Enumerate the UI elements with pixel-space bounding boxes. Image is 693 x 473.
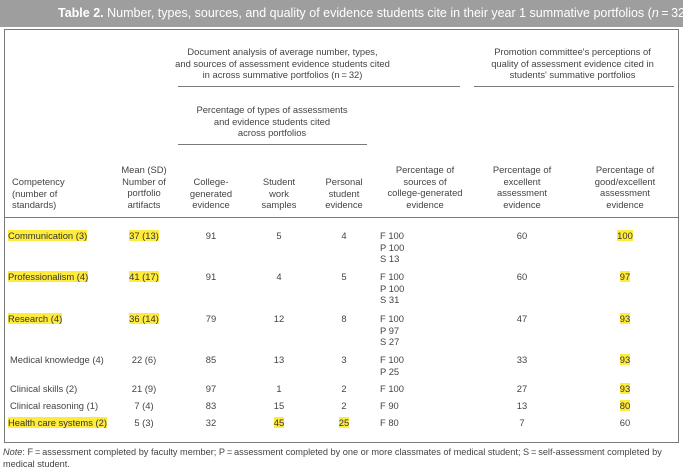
header-line: Percentage of bbox=[595, 164, 655, 175]
source-line: S 13 bbox=[380, 253, 400, 264]
cell-good-excellent bbox=[572, 313, 678, 325]
cell-sources bbox=[380, 230, 404, 265]
cell-good-excellent: 60 bbox=[619, 417, 631, 428]
cell-good-excellent-value: 93 bbox=[619, 313, 631, 324]
source-line: P 25 bbox=[380, 365, 400, 377]
spanner-line: Percentage of types of assessments bbox=[196, 104, 348, 115]
spanner-line: and sources of assessment evidence students cited bbox=[175, 57, 390, 69]
cell-mean: 5 (3) bbox=[134, 417, 154, 428]
header-line: Percentage of bbox=[395, 164, 455, 175]
cell-personal: 5 bbox=[341, 271, 347, 282]
table-note bbox=[3, 447, 681, 470]
cell-personal: 4 bbox=[341, 230, 347, 241]
source-line: S 27 bbox=[380, 336, 400, 347]
cell-competency: Professionalism (4) bbox=[8, 271, 89, 282]
cell-student-work-value: 45 bbox=[273, 417, 285, 428]
cell-mean: 7 (4) bbox=[134, 400, 154, 411]
header-line: Percentage of bbox=[492, 164, 552, 175]
table-row-health-care-systems bbox=[8, 417, 107, 429]
spanner-types bbox=[178, 104, 366, 139]
header-line: Number of bbox=[122, 175, 166, 187]
header-line: good/excellent bbox=[594, 175, 656, 187]
spanner-n: (n = 32) bbox=[328, 69, 363, 80]
source-line: P 100 bbox=[380, 241, 405, 253]
cell-student-work: 4 bbox=[276, 271, 282, 282]
cell-competency: Medical knowledge (4) bbox=[10, 354, 104, 365]
header-line: student bbox=[328, 187, 360, 199]
cell-college: 85 bbox=[205, 354, 217, 365]
col-header-personal bbox=[314, 176, 374, 211]
source-line: F 100 bbox=[380, 354, 404, 365]
table-caption bbox=[0, 0, 693, 27]
cell-good-excellent bbox=[572, 271, 678, 283]
cell-mean bbox=[112, 313, 176, 325]
rule-document-analysis bbox=[178, 86, 460, 87]
header-line: portfolio bbox=[127, 187, 161, 198]
col-header-competency bbox=[12, 176, 112, 211]
cell-sources bbox=[380, 271, 404, 306]
header-line: evidence bbox=[192, 199, 230, 210]
spanner-document-analysis bbox=[160, 46, 405, 81]
rule-types bbox=[178, 144, 367, 145]
rule-promotion bbox=[474, 86, 674, 87]
cell-mean: 21 (9) bbox=[131, 383, 157, 394]
cell-competency: Communication (3) bbox=[8, 230, 88, 241]
spanner-line bbox=[160, 69, 405, 81]
cell-excellent: 47 bbox=[516, 313, 528, 324]
cell-student-work: 13 bbox=[273, 354, 285, 365]
cell-excellent: 60 bbox=[516, 230, 528, 241]
spanner-line: Promotion committee's perceptions of bbox=[494, 46, 651, 57]
cell-sources bbox=[380, 313, 404, 348]
cell-sources bbox=[380, 383, 404, 395]
col-header-mean bbox=[112, 164, 176, 210]
header-line: Competency bbox=[12, 176, 65, 187]
spanner-line: and evidence students cited bbox=[213, 115, 331, 127]
table-label: Table 2. bbox=[58, 6, 104, 20]
cell-excellent: 27 bbox=[516, 383, 528, 394]
header-line: Mean (SD) bbox=[121, 164, 167, 175]
cell-college: 97 bbox=[205, 383, 217, 394]
header-line: artifacts bbox=[127, 198, 161, 210]
cell-personal bbox=[314, 417, 374, 429]
cell-excellent: 13 bbox=[516, 400, 528, 411]
cell-personal: 2 bbox=[341, 383, 347, 394]
header-line: evidence bbox=[406, 198, 444, 210]
cell-good-excellent bbox=[572, 383, 678, 395]
header-line: excellent bbox=[503, 175, 541, 187]
source-line: P 100 bbox=[380, 282, 405, 294]
cell-personal: 8 bbox=[341, 313, 347, 324]
cell-college: 83 bbox=[205, 400, 217, 411]
cell-good-excellent-value: 80 bbox=[619, 400, 631, 411]
header-line: Personal bbox=[325, 176, 363, 187]
caption-text-end: = 32). bbox=[658, 6, 693, 20]
cell-competency: Clinical skills (2) bbox=[10, 383, 78, 394]
cell-good-excellent bbox=[572, 230, 678, 242]
cell-student-work bbox=[250, 417, 308, 429]
source-line: P 97 bbox=[380, 324, 400, 336]
cell-student-work: 5 bbox=[276, 230, 282, 241]
caption-n-var: n bbox=[651, 6, 659, 20]
col-header-college bbox=[180, 176, 242, 211]
source-line: S 31 bbox=[380, 294, 400, 305]
cell-mean bbox=[112, 230, 176, 242]
header-line: assessment bbox=[496, 187, 548, 198]
cell-sources bbox=[380, 417, 399, 429]
cell-sources bbox=[380, 400, 399, 412]
source-line: F 100 bbox=[380, 230, 404, 241]
col-header-good-excellent bbox=[572, 164, 678, 210]
table-row-medical-knowledge bbox=[10, 354, 104, 366]
cell-good-excellent bbox=[572, 354, 678, 366]
source-line: F 100 bbox=[380, 313, 404, 324]
cell-excellent: 33 bbox=[516, 354, 528, 365]
cell-personal: 3 bbox=[341, 354, 347, 365]
header-line: evidence bbox=[606, 198, 644, 210]
cell-mean-value: 41 (17) bbox=[129, 271, 159, 282]
cell-student-work: 1 bbox=[276, 383, 282, 394]
cell-personal-value: 25 bbox=[338, 417, 350, 428]
note-label: Note bbox=[3, 447, 23, 457]
spanner-line: Document analysis of average number, types, bbox=[187, 46, 378, 57]
table-row-clinical-skills bbox=[10, 383, 77, 395]
cell-college: 91 bbox=[205, 230, 217, 241]
source-line: F 100 bbox=[380, 271, 404, 282]
cell-good-excellent-value: 93 bbox=[619, 354, 631, 365]
header-line: samples bbox=[261, 199, 297, 210]
cell-good-excellent-value: 100 bbox=[617, 230, 633, 241]
cell-excellent: 60 bbox=[516, 271, 528, 282]
header-line: evidence bbox=[325, 199, 363, 210]
cell-sources bbox=[380, 354, 404, 377]
cell-excellent: 7 bbox=[519, 417, 525, 428]
cell-college: 79 bbox=[205, 313, 217, 324]
cell-mean-value: 36 (14) bbox=[129, 313, 159, 324]
cell-student-work: 15 bbox=[273, 400, 285, 411]
spanner-line: across portfolios bbox=[237, 127, 307, 138]
header-line: college-generated bbox=[387, 187, 463, 198]
col-header-sources bbox=[378, 164, 472, 210]
cell-competency: Research (4) bbox=[8, 313, 63, 324]
table-row-professionalism bbox=[8, 271, 88, 283]
header-line: work bbox=[269, 187, 289, 199]
source-line: F 100 bbox=[380, 383, 404, 394]
cell-mean: 22 (6) bbox=[131, 354, 157, 365]
header-line: standards) bbox=[12, 199, 57, 210]
note-text: : F = assessment completed by faculty member; P = assessment completed by one or more classmates of medical student; S = self-assessment completed by medical student. bbox=[3, 447, 662, 469]
header-rule bbox=[4, 217, 679, 218]
cell-competency: Health care systems (2) bbox=[8, 417, 107, 428]
spanner-line-text: in across summative portfolios bbox=[202, 69, 329, 80]
cell-personal: 2 bbox=[341, 400, 347, 411]
cell-good-excellent-value: 93 bbox=[619, 383, 631, 394]
spanner-line: students' summative portfolios bbox=[509, 69, 636, 80]
header-line: sources of bbox=[403, 175, 447, 187]
cell-student-work: 12 bbox=[273, 313, 285, 324]
cell-mean-value: 37 (13) bbox=[129, 230, 159, 241]
cell-good-excellent-value: 97 bbox=[619, 271, 631, 282]
header-line: Student bbox=[262, 176, 296, 187]
col-header-student-work bbox=[250, 176, 308, 211]
cell-good-excellent bbox=[572, 400, 678, 412]
table-row-clinical-reasoning bbox=[10, 400, 98, 412]
header-line: assessment bbox=[599, 187, 651, 198]
header-line: (number of bbox=[12, 187, 58, 199]
caption-text: Number, types, sources, and quality of evidence students cite in their year 1 summative portfolios ( bbox=[103, 6, 652, 20]
table-row-research bbox=[8, 313, 62, 325]
source-line: F 90 bbox=[380, 400, 399, 411]
col-header-excellent bbox=[476, 164, 568, 210]
source-line: F 80 bbox=[380, 417, 399, 428]
cell-mean bbox=[112, 271, 176, 283]
spanner-promotion-committee bbox=[470, 46, 675, 81]
header-line: evidence bbox=[503, 198, 541, 210]
table-row-communication bbox=[8, 230, 87, 242]
cell-college: 91 bbox=[205, 271, 217, 282]
header-line: generated bbox=[189, 187, 233, 199]
spanner-line: quality of assessment evidence cited in bbox=[491, 57, 654, 69]
cell-competency: Clinical reasoning (1) bbox=[10, 400, 99, 411]
cell-college: 32 bbox=[205, 417, 217, 428]
header-line: College- bbox=[193, 176, 229, 187]
